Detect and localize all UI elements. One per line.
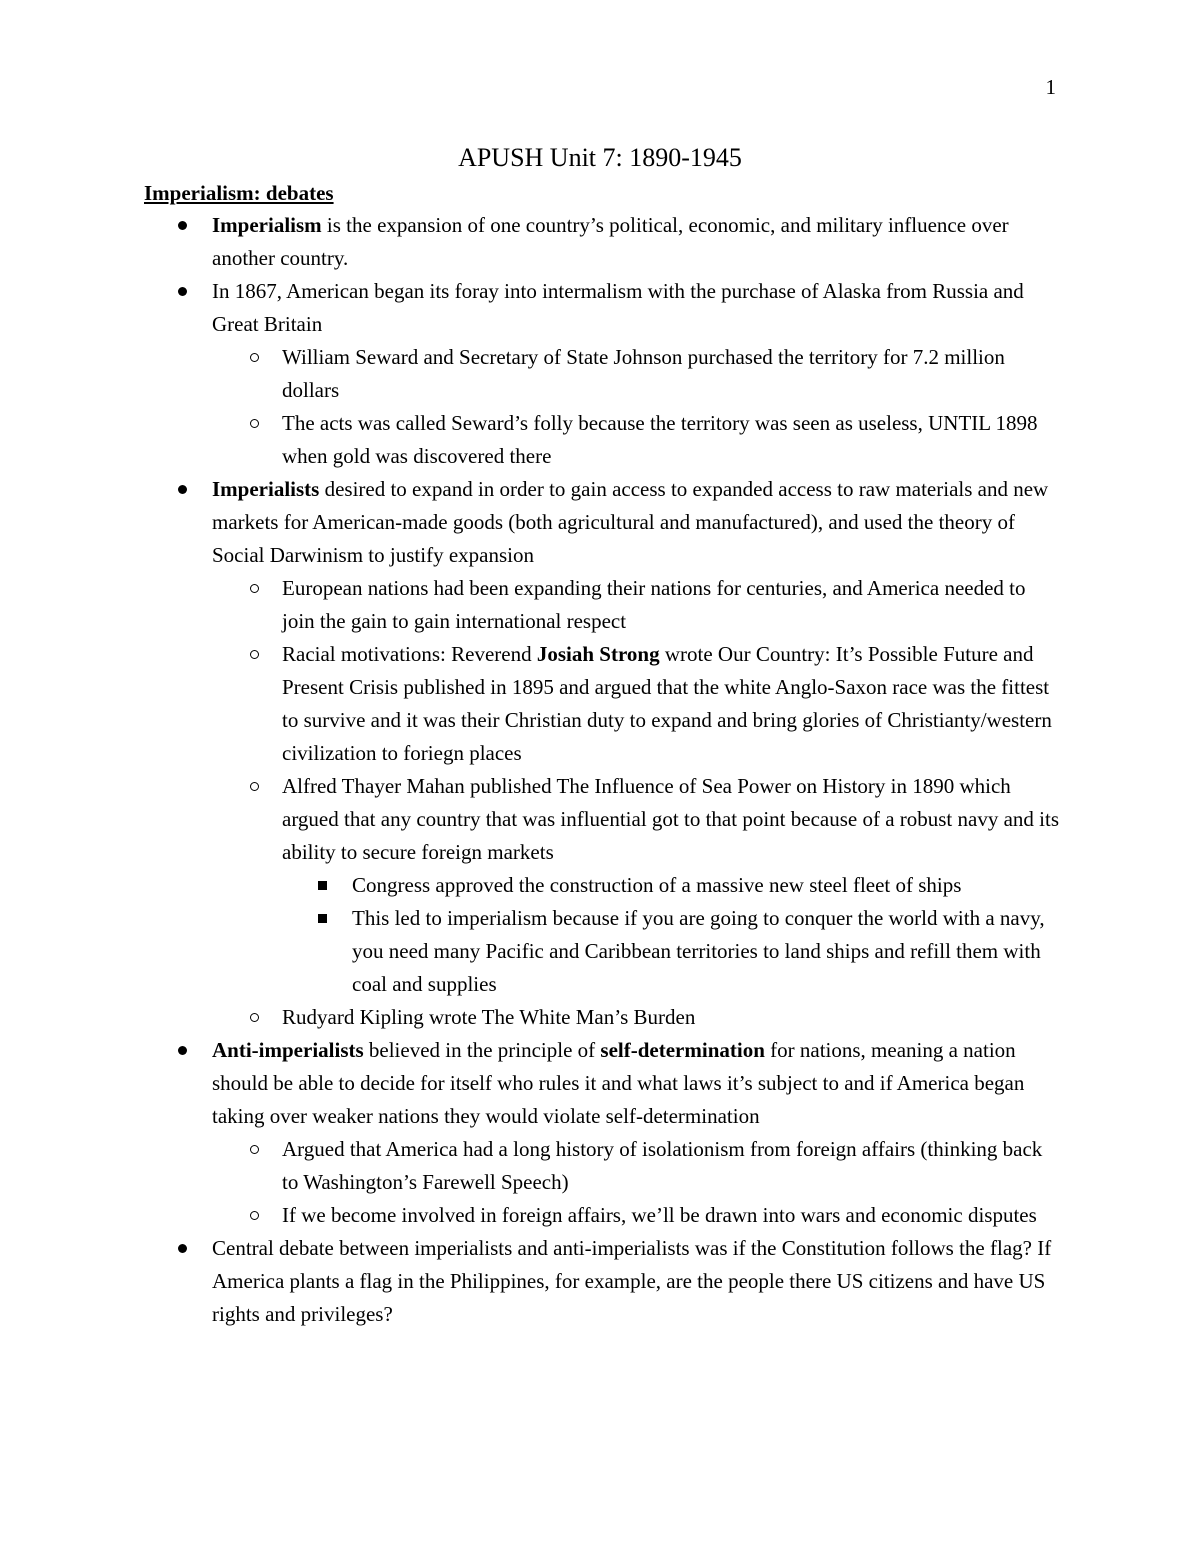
bullet-text: Central debate between imperialists and anti-imperialists was if the Constitution follows the flag? If America plants a flag in the Philippines, for example, are the people there US citizens and have US rights and privileges? (212, 1236, 1052, 1326)
bullet-anti-imperialists (144, 1034, 1059, 1232)
sub-sub-bullet-navy-territories: This led to imperialism because if you are going to conquer the world with a navy, you need many Pacific and Caribbean territories to land ships and refill them with coal and supplies (282, 902, 1059, 1001)
bullet-text: In 1867, American began its foray into intermalism with the purchase of Alaska from Russia and Great Britain (212, 279, 1024, 336)
bullet-central-debate (144, 1232, 1059, 1331)
page-number: 1 (1045, 75, 1056, 99)
sub-bullet-isolationism: Argued that America had a long history of isolationism from foreign affairs (thinking back to Washington’s Farewell Speech) (212, 1133, 1059, 1199)
sub-bullet-kipling: Rudyard Kipling wrote The White Man’s Burden (212, 1001, 1059, 1034)
sub-list (212, 1133, 1059, 1232)
term-self-determination: self-determination (600, 1038, 765, 1062)
sub-bullet-text: Alfred Thayer Mahan published The Influence of Sea Power on History in 1890 which argued that any country that was influential got to that point because of a robust navy and its ability to secure foreign markets (282, 774, 1059, 864)
sub-bullet-text: Racial motivations: Reverend (282, 642, 537, 666)
bullet-text: believed in the principle of (363, 1038, 601, 1062)
term-josiah-strong: Josiah Strong (536, 642, 660, 666)
sub-bullet-racial-motivations (212, 638, 1059, 770)
bullet-imperialists (144, 473, 1059, 1034)
bullet-imperialism-definition (144, 209, 1059, 275)
sub-bullet-mahan (212, 770, 1059, 1001)
sub-bullet-sewards-folly: The acts was called Seward’s folly because the territory was seen as useless, UNTIL 1898 when gold was discovered there (212, 407, 1059, 473)
sub-sub-list (282, 869, 1059, 1001)
sub-list (212, 572, 1059, 1034)
bullet-alaska-purchase (144, 275, 1059, 473)
bullet-list (144, 209, 1059, 1331)
bullet-text: is the expansion of one country’s political, economic, and military influence over another country. (212, 213, 1009, 270)
term-imperialism: Imperialism (212, 213, 322, 237)
bullet-text: for nations, meaning a nation should be able to decide for itself who rules it and what laws it’s subject to and if America began taking over weaker nations they would violate self-determination (212, 1038, 1025, 1128)
sub-sub-bullet-steel-fleet: Congress approved the construction of a massive new steel fleet of ships (282, 869, 1059, 902)
document-title: APUSH Unit 7: 1890-1945 (458, 143, 742, 172)
term-imperialists: Imperialists (212, 477, 320, 501)
section-heading: Imperialism: debates (144, 181, 334, 205)
sub-bullet-european-nations: European nations had been expanding their nations for centuries, and America needed to join the gain to gain international respect (212, 572, 1059, 638)
sub-bullet-seward-purchase: William Seward and Secretary of State Johnson purchased the territory for 7.2 million dollars (212, 341, 1059, 407)
sub-bullet-foreign-affairs: If we become involved in foreign affairs, we’ll be drawn into wars and economic disputes (212, 1199, 1059, 1232)
sub-list (212, 341, 1059, 473)
notes-content (144, 209, 1059, 1331)
term-anti-imperialists: Anti-imperialists (212, 1038, 364, 1062)
bullet-text: desired to expand in order to gain access to expanded access to raw materials and new markets for American-made goods (both agricultural and manufactured), and used the theory of Social Darwinism to justify expansion (212, 477, 1049, 567)
sub-bullet-text: wrote Our Country: It’s Possible Future and Present Crisis published in 1895 and argued that the white Anglo-Saxon race was the fittest to survive and it was their Christian duty to expand and bring glories of Christianty/western civilization to foriegn places (282, 642, 1052, 765)
